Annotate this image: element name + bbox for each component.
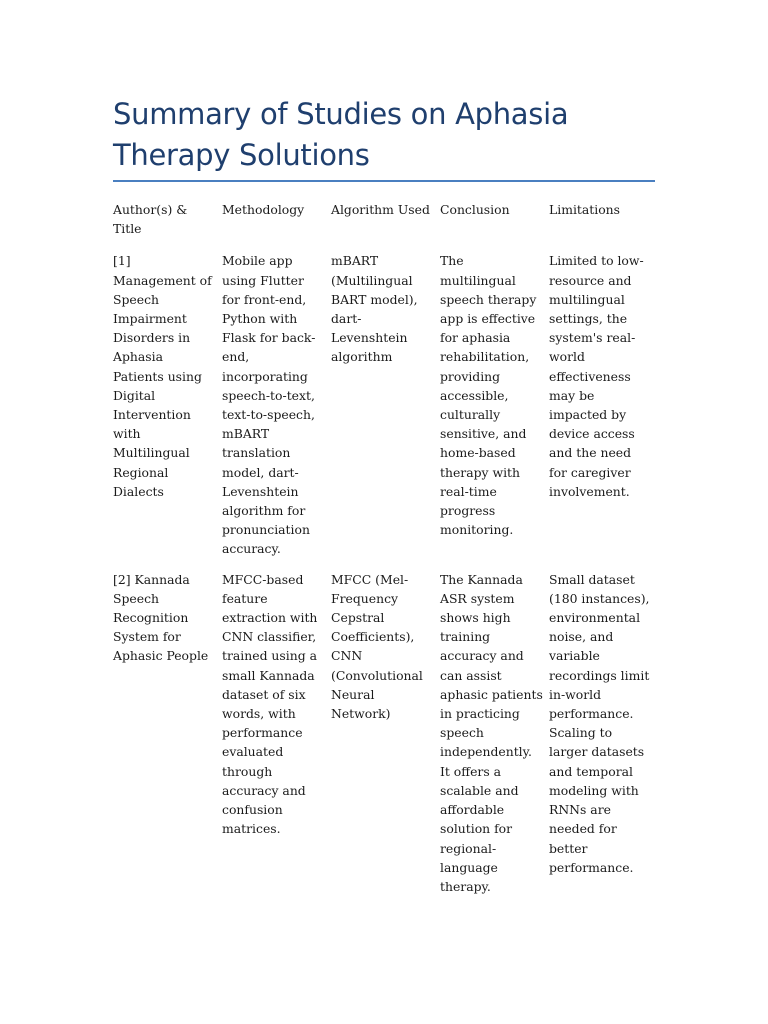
header-conclusion: Conclusion [440, 202, 510, 217]
header-author-title: Author(s) & Title [113, 202, 188, 237]
table-row [113, 251, 658, 569]
cell-author-title: [2] Kannada Speech Recognition System for Aphasic People [113, 571, 209, 664]
cell-algorithm: MFCC (Mel-Frequency Cepstral Coefficients), CNN (Convolutional Neural Network) [331, 571, 423, 722]
cell-methodology: Mobile app using Flutter for front-end, Python with Flask for back-end, incorporating speech-to-text, text-to-speech, mBART translation model, dart-Levenshtein algorithm for pronunciation accuracy. [222, 253, 316, 557]
header-methodology: Methodology [222, 202, 305, 217]
title-underline [113, 180, 655, 182]
studies-table [113, 200, 658, 907]
page-title: Summary of Studies on Aphasia Therapy Solutions [113, 97, 569, 172]
table-header-row [113, 200, 658, 251]
cell-limitations: Limited to low-resource and multilingual settings, the system's real-world effectiveness may be impacted by device access and the need for caregiver involvement. [549, 253, 644, 499]
cell-conclusion: The Kannada ASR system shows high training accuracy and can assist aphasic patients in practicing speech independently. It offers a scalable and affordable solution for regional-language therapy. [440, 571, 543, 894]
cell-algorithm: mBART (Multilingual BART model), dart-Levenshtein algorithm [331, 253, 418, 365]
header-limitations: Limitations [549, 202, 621, 217]
cell-conclusion: The multilingual speech therapy app is effective for aphasia rehabilitation, providing accessible, culturally sensitive, and home-based therapy with real-time progress monitoring. [440, 253, 537, 538]
cell-limitations: Small dataset (180 instances), environmental noise, and variable recordings limit in-world performance. Scaling to larger datasets and temporal modeling with RNNs are needed for better performance. [549, 571, 650, 875]
cell-methodology: MFCC-based feature extraction with CNN classifier, trained using a small Kannada dataset of six words, with performance evaluated through accuracy and confusion matrices. [222, 571, 318, 837]
table-row [113, 570, 658, 907]
cell-author-title: [1] Management of Speech Impairment Disorders in Aphasia Patients using Digital Intervention with Multilingual Regional Dialects [113, 253, 212, 499]
header-algorithm: Algorithm Used [331, 202, 430, 217]
